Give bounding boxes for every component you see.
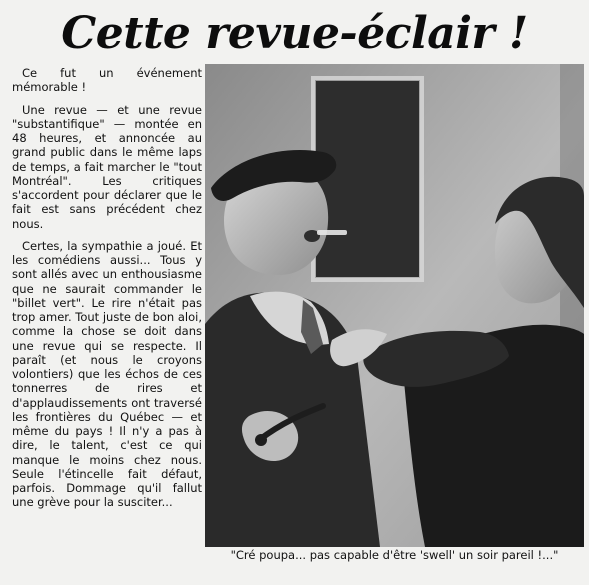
press-photo [205, 64, 584, 547]
photo-window [316, 81, 419, 277]
article-paragraph: Une revue — et une revue "substantifique" — montée en 48 heures, et annoncée au grand public dans le même laps de temps, a fait marcher le "tout Montréal". Les critiques s'accordent pour déclarer que le fait est sans précédent chez nous. [12, 102, 202, 231]
article-body [12, 66, 202, 518]
headline: Cette revue-éclair ! [61, 8, 528, 59]
article-paragraph: Certes, la sympathie a joué. Et les comédiens aussi... Tous y sont allés avec un enthousiasme que ne saurait commander le "billet vert". Le rire n'était pas trop amer. Tout juste de bon aloi, comme la chose se doit dans une revue qui se respecte. Il paraît (et nous le croyons volontiers) que les échos de ces tonnerres de rires et d'applaudissements ont traversé les frontières du Québec — et même du pays ! Il n'y a pas à dire, le talent, c'est ce qui manque le moins chez nous. Seule l'étincelle fait défaut, parfois. Dommage qu'il fallut une grève pour la susciter... [12, 238, 202, 510]
cigarette [317, 230, 347, 235]
photo-caption: "Cré poupa... pas capable d'être 'swell' un soir pareil !..." [230, 548, 559, 562]
article-paragraph: Ce fut un événement mémorable ! [12, 66, 202, 95]
pipe-bowl [255, 434, 267, 446]
